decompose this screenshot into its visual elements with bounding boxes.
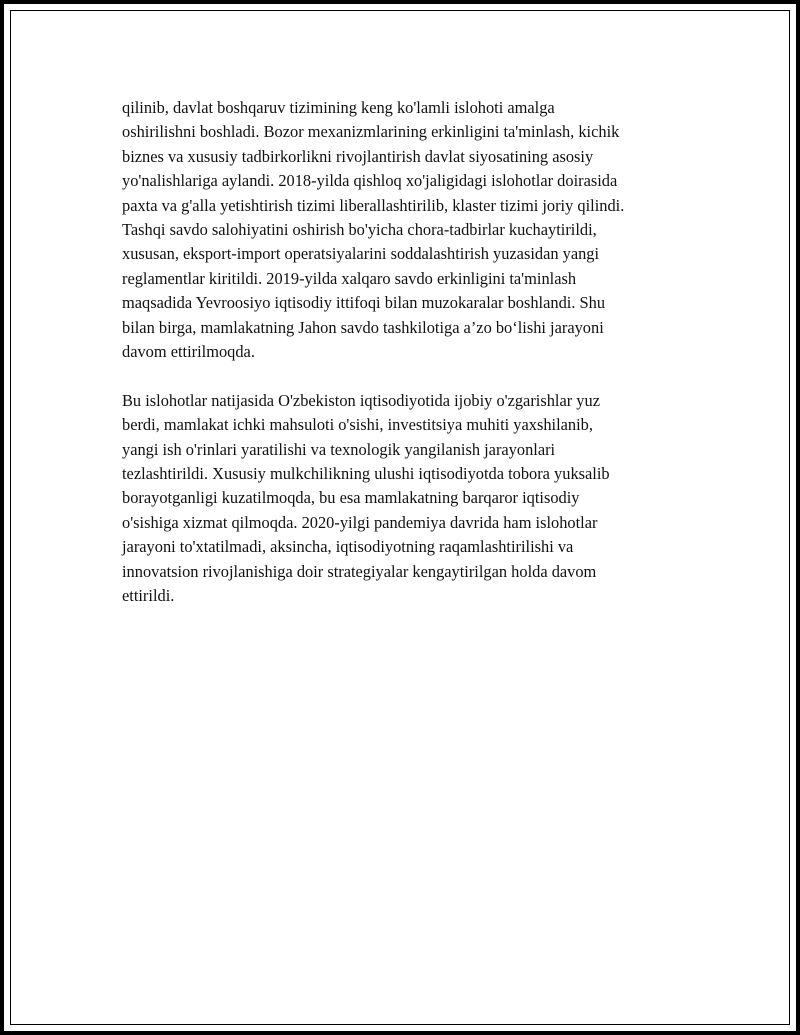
text-line: Bu islohotlar natijasida O'zbekiston iqtisodiyotida ijobiy o'zgarishlar yuz <box>122 390 600 410</box>
text-line: davom ettirilmoqda. <box>122 342 255 362</box>
text-line: ettirildi. <box>122 586 175 606</box>
text-line: Tashqi savdo salohiyatini oshirish bo'yicha chora-tadbirlar kuchaytirildi, <box>122 220 597 240</box>
text-line: reglamentlar kiritildi. 2019-yilda xalqaro savdo erkinligini ta'minlash <box>122 268 577 288</box>
text-line: bilan birga, mamlakatning Jahon savdo tashkilotiga a’zo bo‘lishi jarayoni <box>122 317 604 337</box>
text-line: maqsadida Yevroosiyo iqtisodiy ittifoqi bilan muzokaralar boshlandi. Shu <box>122 293 606 313</box>
text-line: tezlashtirildi. Xususiy mulkchilikning ulushi iqtisodiyotda tobora yuksalib <box>122 464 610 484</box>
text-line: jarayoni to'xtatilmadi, aksincha, iqtisodiyotning raqamlashtirilishi va <box>122 537 574 557</box>
text-line: berdi, mamlakat ichki mahsuloti o'sishi, investitsiya muhiti yaxshilanib, <box>122 415 593 435</box>
text-line: yangi ish o'rinlari yaratilishi va texnologik yangilanish jarayonlari <box>122 439 556 459</box>
text-line: innovatsion rivojlanishiga doir strategiyalar kengaytirilgan holda davom <box>122 561 597 581</box>
paragraph-2 <box>122 389 692 609</box>
text-line: borayotganligi kuzatilmoqda, bu esa mamlakatning barqaror iqtisodiy <box>122 488 580 508</box>
text-line: yo'nalishlariga aylandi. 2018-yilda qishloq xo'jaligidagi islohotlar doirasida <box>122 171 618 191</box>
text-line: biznes va xususiy tadbirkorlikni rivojlantirish davlat siyosatining asosiy <box>122 146 594 166</box>
paragraph-1 <box>122 96 692 364</box>
page-content <box>122 96 692 609</box>
text-line: oshirilishni boshladi. Bozor mexanizmlarining erkinligini ta'minlash, kichik <box>122 122 620 142</box>
text-line: o'sishiga xizmat qilmoqda. 2020-yilgi pandemiya davrida ham islohotlar <box>122 512 598 532</box>
text-line: qilinib, davlat boshqaruv tizimining keng ko'lamli islohoti amalga <box>122 98 555 117</box>
text-line: paxta va g'alla yetishtirish tizimi liberallashtirilib, klaster tizimi joriy qilindi. <box>122 195 625 215</box>
text-line: xususan, eksport-import operatsiyalarini soddalashtirish yuzasidan yangi <box>122 244 600 264</box>
